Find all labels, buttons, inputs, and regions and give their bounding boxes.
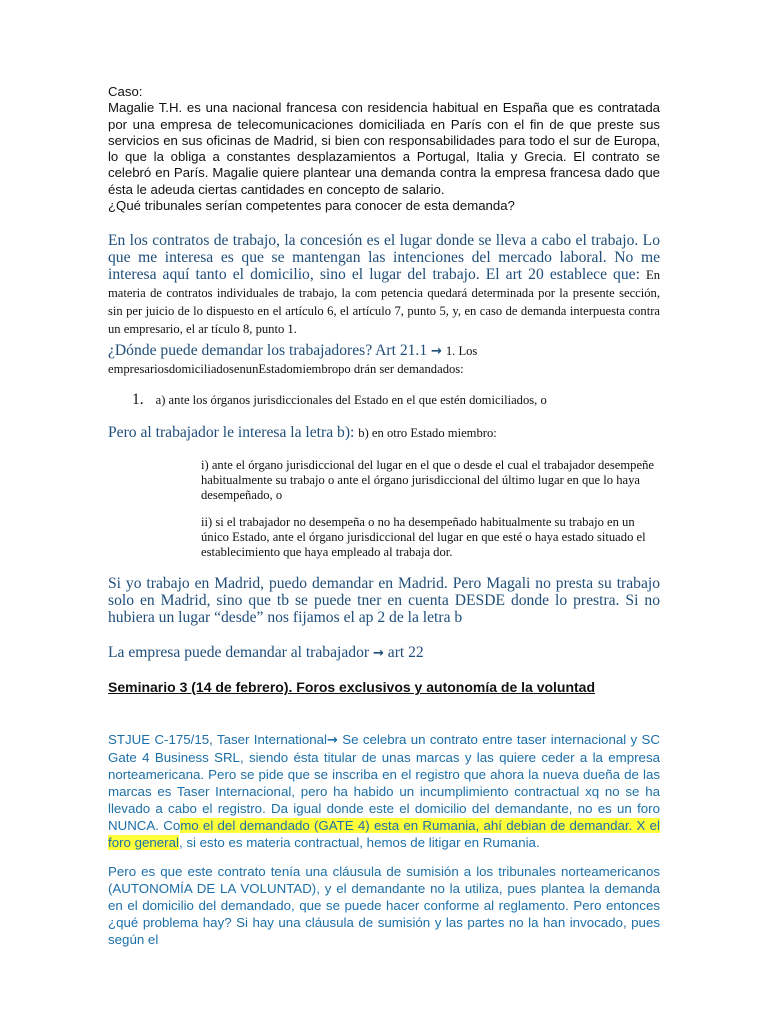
- highlighted-text: mo el del demandado (GATE 4) esta en Rumania, ahí debian de demandar. X el foro general: [108, 818, 660, 850]
- list-item-1-text: a) ante los órganos jurisdiccionales del Estado en el que estén domiciliados, o: [155, 393, 547, 407]
- note-1-text: En los contratos de trabajo, la concesión es el lugar donde se lleva a cabo el trabajo. Lo que me interesa es que se mantengan las intenciones del mercado laboral. No me interesa aquí tanto el domicilio, sino el lugar del trabajo. El art 20 establece que:: [108, 232, 660, 283]
- seminar-paragraph-1-text: Se celebra un contrato entre taser internacional y SC Gate 4 Business SRL, siendo ésta titular de unas marcas y las quiere ceder a la empresa norteamericana. Pero se pide que se inscriba en el registro que ahora la nueva dueña de las marcas es Taser Internacional, pero ha habido un incumplimiento contractual xq no se ha llevado a cabo el registro. Da igual donde este el domicilio del demandante, no es un foro NUNCA. Co: [108, 732, 660, 833]
- case-heading: Caso:: [108, 84, 143, 99]
- note-2-text: ¿Dónde puede demandar los trabajadores? Art 21.1: [108, 342, 428, 359]
- case-block: [108, 84, 660, 214]
- case-question: ¿Qué tribunales serían competentes para conocer de esta demanda?: [108, 198, 515, 214]
- seminar-paragraph-2: Pero es que este contrato tenía una cláusula de sumisión a los tribunales norteamericanos (AUTONOMÍA DE LA VOLUNTAD), y el demandante no la utiliza, pues plantea la demanda en el domicilio del demandado, que se puede hacer conforme al reglamento. Pero entonces ¿qué problema hay? Si hay una cláusula de sumisión y las partes no la han invocado, pues según el: [108, 864, 660, 947]
- list-number: 1.: [132, 391, 144, 408]
- case-text: Magalie T.H. es una nacional francesa con residencia habitual en España que es contratada por una empresa de telecomunicaciones domiciliada en París con el fin de que preste sus servicios en sus oficinas de Madrid, si bien con responsabilidades para todo el sur de Europa, lo que la obliga a constantes desplazamientos a Portugal, Italia y Grecia. El contrato se celebró en París. Magalie quiere plantear una demanda contra la empresa francesa dado que ésta le adeuda ciertas cantidades en concepto de salario.: [108, 100, 660, 197]
- list-item-1: [132, 391, 660, 409]
- case-reference: STJUE C-175/15, Taser International: [108, 732, 327, 747]
- note-5-ref: art 22: [387, 644, 424, 661]
- note-paragraph-3: [108, 424, 660, 442]
- arrow-right-icon: →: [372, 646, 384, 661]
- note-paragraph-1: [108, 232, 660, 338]
- arrow-right-icon: →: [326, 733, 338, 748]
- seminar-paragraph-1: [108, 731, 660, 851]
- letter-b-quote: b) en otro Estado miembro:: [358, 426, 497, 440]
- note-paragraph-4: Si yo trabajo en Madrid, puedo demandar en Madrid. Pero Magali no presta su trabajo solo en Madrid, sino que tb se puede tner en cuenta DESDE donde lo prestra. Si no hubiera un lugar “desde” nos fijamos el ap 2 de la letra b: [108, 575, 660, 626]
- note-paragraph-5: [108, 644, 660, 662]
- note-3-text: Pero al trabajador le interesa la letra b):: [108, 424, 355, 441]
- seminar-paragraph-1-end: , si esto es materia contractual, hemos de litigar en Rumania.: [178, 835, 540, 850]
- art-21-quote: 1. Los empresariosdomiciliadosenunEstadomiembropo drán ser demandados:: [108, 344, 478, 376]
- sub-item-ii: ii) si el trabajador no desempeña o no ha desempeñado habitualmente su trabajo en un único Estado, ante el órgano jurisdiccional del lugar en que esté o haya estado situado el establecimiento que haya empleado al trabaja dor.: [201, 515, 646, 560]
- note-5-text: La empresa puede demandar al trabajador: [108, 644, 370, 661]
- seminar-title: Seminario 3 (14 de febrero). Foros exclusivos y autonomía de la voluntad: [108, 679, 596, 695]
- art-20-quote: En materia de contratos individuales de trabajo, la com petencia quedará determinada por la presente sección, sin per juicio de lo dispuesto en el artículo 6, el artículo 7, punto 5, y, en caso de demanda interpuesta contra un empresario, el ar tículo 8, punto 1.: [108, 268, 660, 336]
- arrow-right-icon: →: [431, 344, 442, 359]
- sub-item-i: i) ante el órgano jurisdiccional del lugar en el que o desde el cual el trabajador desempeñe habitualmente su trabajo o ante el órgano jurisdiccional del último lugar en que lo haya desempeñado, o: [201, 458, 654, 503]
- note-paragraph-2: [108, 342, 660, 378]
